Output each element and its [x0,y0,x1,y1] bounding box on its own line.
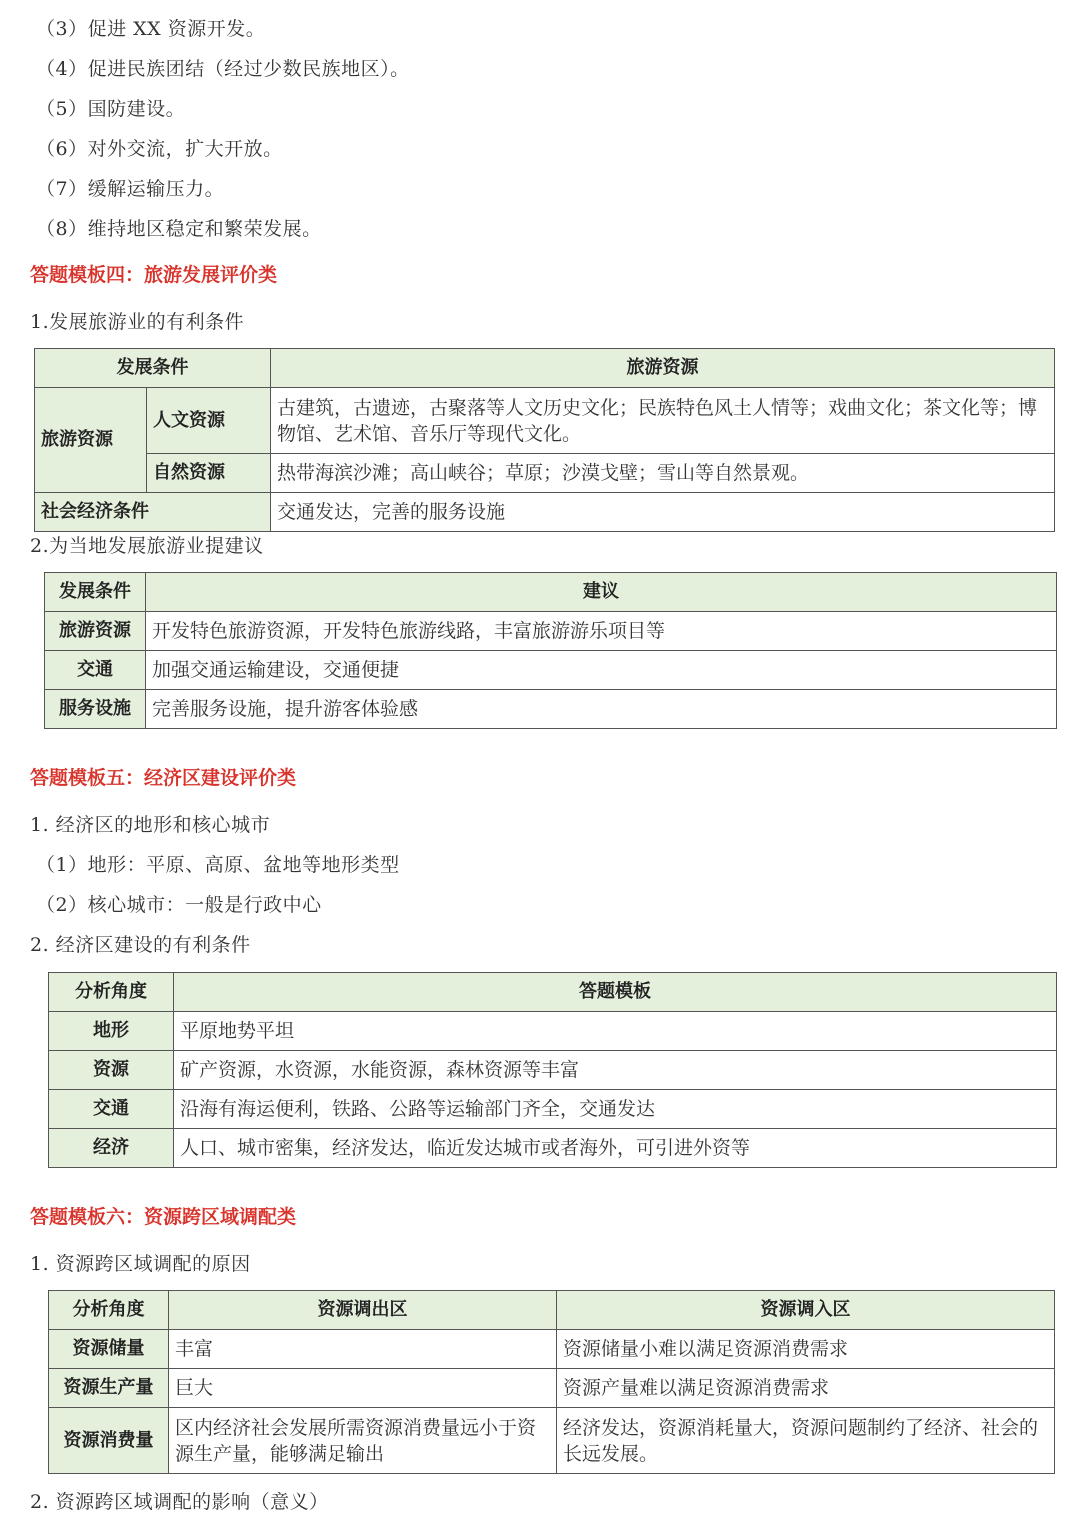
row-value: 完善服务设施，提升游客体验感 [146,690,1057,729]
section-heading-4: 答题模板四：旅游发展评价类 [30,264,278,286]
table-row [45,690,1057,729]
table-header-cell: 分析角度 [49,973,174,1012]
table-header-cell: 资源调出区 [169,1291,557,1330]
row-value: 加强交通运输建设，交通便捷 [146,651,1057,690]
tourism-suggestions-table [44,572,1057,729]
list-item: 2. 经济区建设的有利条件 [30,934,251,956]
table-row [45,651,1057,690]
table-header-row [45,573,1057,612]
row-value-in: 资源产量难以满足资源消费需求 [557,1369,1055,1408]
table-row [49,1090,1057,1129]
row-value-in: 经济发达，资源消耗量大，资源问题制约了经济、社会的长远发展。 [557,1408,1055,1474]
subheading: 2. 资源跨区域调配的影响（意义） [30,1491,329,1513]
row-label: 服务设施 [45,690,146,729]
list-item: （2）核心城市：一般是行政中心 [36,894,322,916]
row-value: 人口、城市密集，经济发达，临近发达城市或者海外，可引进外资等 [174,1129,1057,1168]
row-label: 经济 [49,1129,174,1168]
row-label: 社会经济条件 [35,493,271,532]
table-row [35,493,1055,532]
row-value: 矿产资源，水资源，水能资源，森林资源等丰富 [174,1051,1057,1090]
subheading: 2.为当地发展旅游业提建议 [30,535,264,557]
section-heading-6: 答题模板六：资源跨区域调配类 [30,1206,297,1228]
table-row [49,1330,1055,1369]
table-header-cell: 答题模板 [174,973,1057,1012]
row-label: 资源消费量 [49,1408,169,1474]
row-value-out: 丰富 [169,1330,557,1369]
table-row [49,1051,1057,1090]
table-row [35,388,1055,454]
row-label: 资源生产量 [49,1369,169,1408]
list-item: （1）地形：平原、高原、盆地等地形类型 [36,854,400,876]
row-label: 资源储量 [49,1330,169,1369]
list-item: （8）维持地区稳定和繁荣发展。 [36,218,322,240]
table-header-cell: 旅游资源 [271,349,1055,388]
table-row [49,1369,1055,1408]
row-value: 开发特色旅游资源，开发特色旅游线路，丰富旅游游乐项目等 [146,612,1057,651]
table-header-cell: 资源调入区 [557,1291,1055,1330]
row-label: 交通 [45,651,146,690]
table-row [49,1012,1057,1051]
table-row [49,1129,1057,1168]
row-value: 平原地势平坦 [174,1012,1057,1051]
subheading: 1. 资源跨区域调配的原因 [30,1253,251,1275]
row-label: 交通 [49,1090,174,1129]
list-item: （4）促进民族团结（经过少数民族地区）。 [36,58,410,80]
row-label: 自然资源 [147,454,271,493]
list-item: 1. 经济区的地形和核心城市 [30,814,271,836]
row-value-out: 巨大 [169,1369,557,1408]
tourism-conditions-table [34,348,1055,532]
row-value-in: 资源储量小难以满足资源消费需求 [557,1330,1055,1369]
table-header-row [49,1291,1055,1330]
row-value: 沿海有海运便利，铁路、公路等运输部门齐全，交通发达 [174,1090,1057,1129]
table-header-row [49,973,1057,1012]
row-label: 人文资源 [147,388,271,454]
row-label: 资源 [49,1051,174,1090]
subheading: 1.发展旅游业的有利条件 [30,311,245,333]
table-row [49,1408,1055,1474]
list-item: （6）对外交流，扩大开放。 [36,138,283,160]
row-group-label: 旅游资源 [35,388,147,493]
row-value: 热带海滨沙滩；高山峡谷；草原；沙漠戈壁；雪山等自然景观。 [271,454,1055,493]
table-row [35,454,1055,493]
table-row [45,612,1057,651]
resource-allocation-table [48,1290,1055,1474]
section-heading-5: 答题模板五：经济区建设评价类 [30,767,297,789]
row-value: 古建筑，古遗迹，古聚落等人文历史文化；民族特色风土人情等；戏曲文化；茶文化等；博物馆、艺术馆、音乐厅等现代文化。 [271,388,1055,454]
economic-zone-table [48,972,1057,1168]
table-header-cell: 分析角度 [49,1291,169,1330]
table-header-cell: 发展条件 [35,349,271,388]
row-label: 地形 [49,1012,174,1051]
list-item: （5）国防建设。 [36,98,186,120]
row-label: 旅游资源 [45,612,146,651]
row-value-out: 区内经济社会发展所需资源消费量远小于资源生产量，能够满足输出 [169,1408,557,1474]
row-value: 交通发达，完善的服务设施 [271,493,1055,532]
table-header-cell: 建议 [146,573,1057,612]
table-header-row [35,349,1055,388]
list-item: （3）促进 XX 资源开发。 [36,18,266,40]
table-header-cell: 发展条件 [45,573,146,612]
list-item: （7）缓解运输压力。 [36,178,225,200]
